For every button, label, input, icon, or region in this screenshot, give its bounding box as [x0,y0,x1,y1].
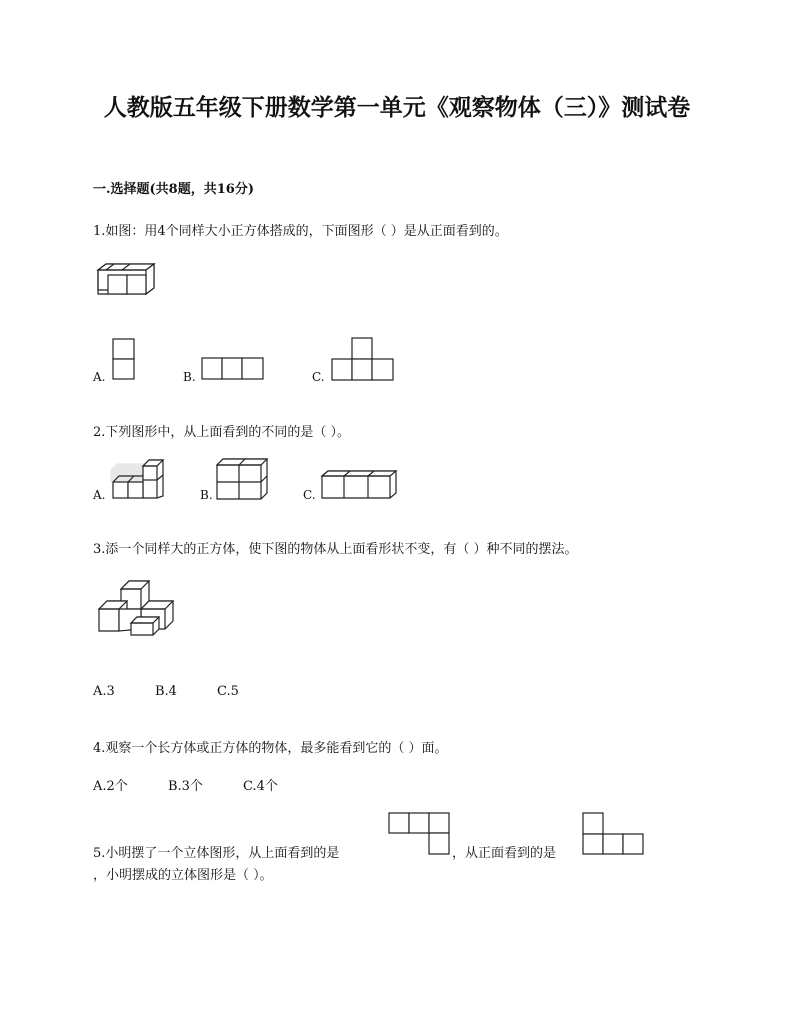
page-title: 人教版五年级下册数学第一单元《观察物体（三）》测试卷 [103,94,691,121]
q2-option-c[interactable]: C. [303,488,316,502]
q1-option-c-figure [331,337,395,382]
q5-top-view-figure [388,812,452,856]
q4-option-c[interactable]: C.4个 [243,779,278,794]
question-5-text-a: 5.小明摆了一个立体图形，从上面看到的是 [93,846,340,861]
question-1-text: 1.如图：用4个同样大小正方体搭成的，下面图形（ ）是从正面看到的。 [93,224,508,239]
q3-option-b[interactable]: B.4 [154,684,177,699]
q1-option-a-figure [112,338,136,382]
q1-option-c[interactable]: C. [312,370,325,384]
q5-front-view-figure [582,812,646,856]
question-3-text: 3.添一个同样大的正方体，使下图的物体从上面看形状不变，有（ ）种不同的摆法。 [93,542,578,557]
q4-options [93,775,314,794]
q2-option-a[interactable]: A. [93,488,106,502]
q3-cube-stack-figure [97,579,177,635]
question-2-text: 2.下列图形中，从上面看到的不同的是（ ）。 [93,425,351,440]
q1-option-b[interactable]: B. [183,370,196,384]
q3-option-c[interactable]: C.5 [217,684,239,699]
q2-option-b[interactable]: B. [200,488,213,502]
question-5-text-b: ，从正面看到的是 [452,846,557,861]
q3-option-a[interactable]: A.3 [93,684,115,699]
question-4-text: 4.观察一个长方体或正方体的物体，最多能看到它的（ ）面。 [93,741,448,756]
q2-option-b-figure [215,457,271,501]
section-heading: 一.选择题(共8题，共16分) [93,182,254,197]
q4-option-a[interactable]: A.2个 [93,779,128,794]
q3-options [93,684,275,699]
question-5-text-c: ，小明摆成的立体图形是（ ）。 [93,868,273,883]
q2-option-c-figure [320,470,400,500]
q1-option-b-figure [201,357,265,381]
q2-option-a-figure [110,458,166,500]
q4-option-b[interactable]: B.3个 [167,779,203,794]
q1-option-a[interactable]: A. [93,370,106,384]
q1-cube-figure [96,262,158,296]
